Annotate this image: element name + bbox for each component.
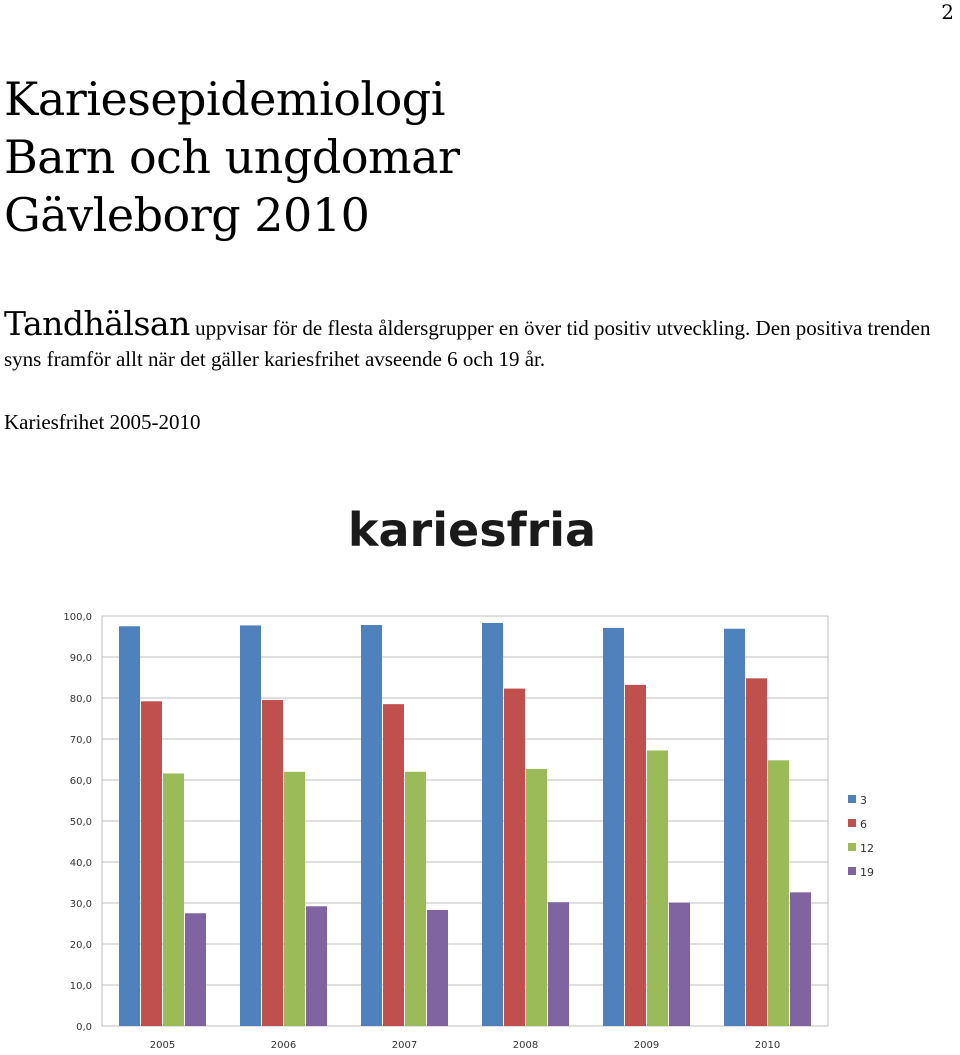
- bar-6-2007: [383, 704, 404, 1026]
- y-tick-label: 80,0: [69, 694, 92, 705]
- bar-12-2006: [284, 772, 305, 1026]
- y-tick-label: 30,0: [69, 899, 92, 910]
- y-tick-label: 70,0: [69, 735, 92, 746]
- legend-label: 12: [860, 842, 874, 855]
- chart-title: kariesfria: [347, 503, 597, 557]
- title-line-3: Gävleborg 2010: [4, 188, 370, 242]
- legend-swatch-3: [848, 795, 856, 803]
- bar-6-2005: [141, 701, 162, 1026]
- x-tick-label: 2009: [633, 1040, 660, 1051]
- intro-lead: Tandhälsan: [4, 304, 190, 343]
- bar-6-2009: [625, 685, 646, 1026]
- y-axis: [63, 612, 92, 1033]
- bar-19-2009: [669, 903, 690, 1026]
- x-tick-label: 2008: [512, 1040, 539, 1051]
- bar-3-2010: [724, 629, 745, 1026]
- bar-12-2010: [768, 760, 789, 1026]
- title-line-1: Kariesepidemiologi: [4, 72, 445, 126]
- bar-12-2009: [647, 750, 668, 1026]
- legend-label: 19: [860, 866, 874, 879]
- bar-chart: [0, 490, 960, 1055]
- page-number: 2: [941, 0, 954, 24]
- intro-paragraph: [4, 304, 954, 375]
- bar-12-2008: [526, 769, 547, 1026]
- y-tick-label: 0,0: [76, 1022, 92, 1033]
- bar-6-2008: [504, 689, 525, 1026]
- bar-19-2008: [548, 902, 569, 1026]
- bar-19-2007: [427, 910, 448, 1026]
- x-tick-label: 2007: [391, 1040, 418, 1051]
- x-tick-label: 2006: [270, 1040, 297, 1051]
- legend-label: 3: [860, 794, 867, 807]
- bar-6-2006: [262, 700, 283, 1026]
- x-tick-label: 2005: [149, 1040, 176, 1051]
- legend-label: 6: [860, 818, 867, 831]
- bar-6-2010: [746, 678, 767, 1026]
- intro-text: uppvisar för de flesta åldersgrupper en över tid positiv utveckling. Den positiva trenden syns framför allt när det gäller kariesfrihet avseende 6 och 19 år.: [4, 316, 931, 371]
- legend-swatch-6: [848, 819, 856, 827]
- x-tick-label: 2010: [754, 1040, 781, 1051]
- bar-3-2005: [119, 626, 140, 1026]
- y-tick-label: 40,0: [69, 858, 92, 869]
- grid-lines: [102, 616, 828, 1026]
- title-line-2: Barn och ungdomar: [4, 130, 460, 184]
- bar-19-2010: [790, 892, 811, 1026]
- legend: [848, 794, 874, 879]
- legend-swatch-12: [848, 843, 856, 851]
- legend-swatch-19: [848, 867, 856, 875]
- y-tick-label: 60,0: [69, 776, 92, 787]
- chart-subheading: Kariesfrihet 2005-2010: [4, 410, 201, 434]
- x-axis: [150, 1040, 780, 1051]
- bar-3-2006: [240, 625, 261, 1026]
- bar-3-2009: [603, 628, 624, 1026]
- y-tick-label: 50,0: [69, 817, 92, 828]
- bar-12-2005: [163, 773, 184, 1026]
- y-tick-label: 20,0: [69, 940, 92, 951]
- bar-19-2005: [185, 913, 206, 1026]
- y-tick-label: 10,0: [69, 981, 92, 992]
- bar-3-2008: [482, 623, 503, 1026]
- y-tick-label: 90,0: [69, 653, 92, 664]
- bar-12-2007: [405, 772, 426, 1026]
- bar-3-2007: [361, 625, 382, 1026]
- page-title: [4, 70, 460, 244]
- bar-19-2006: [306, 906, 327, 1026]
- y-tick-label: 100,0: [63, 612, 92, 623]
